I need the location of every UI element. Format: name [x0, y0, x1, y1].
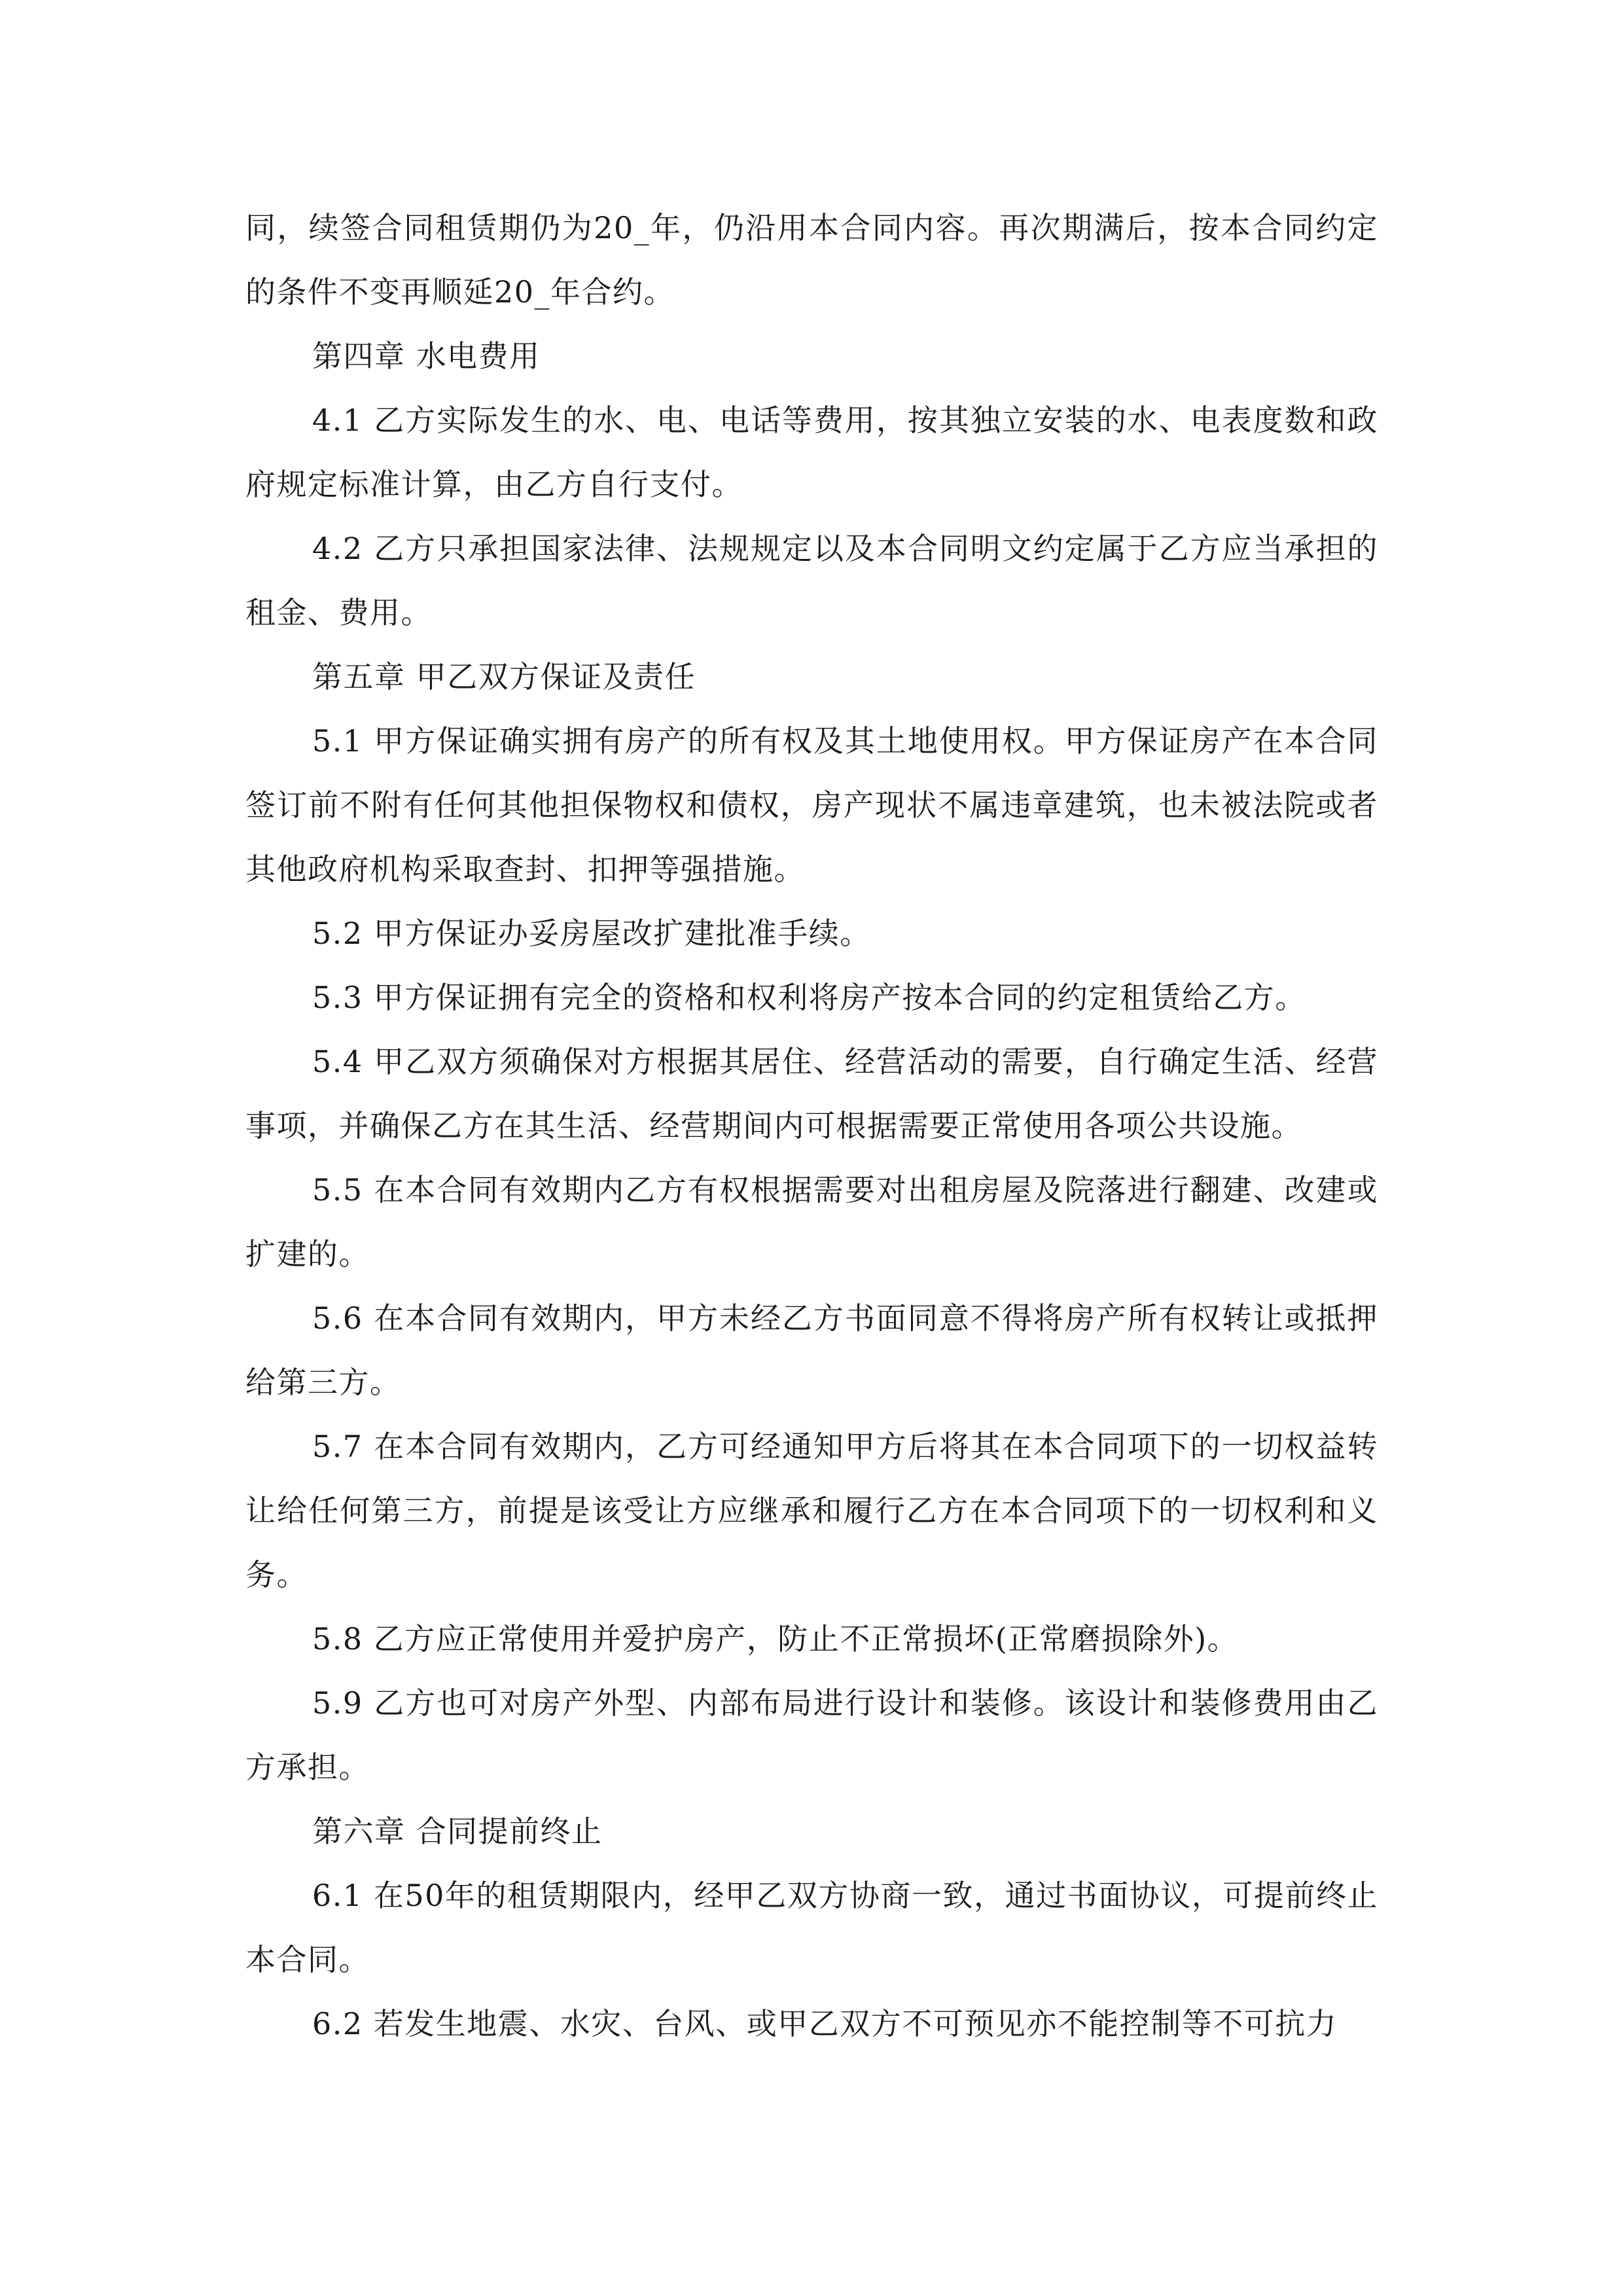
clause-6-1: 6.1 在50年的租赁期限内，经甲乙双方协商一致，通过书面协议，可提前终止本合同。 — [245, 1878, 1378, 1977]
clause-4-2: 4.2 乙方只承担国家法律、法规规定以及本合同明文约定属于乙方应当承担的租金、费用。 — [245, 531, 1378, 630]
clause-5-1: 5.1 甲方保证确实拥有房产的所有权及其土地使用权。甲方保证房产在本合同签订前不附有任何其他担保物权和债权，房产现状不属违章建筑，也未被法院或者其他政府机构采取查封、扣押等强措施。 — [245, 723, 1378, 887]
clause-5-9: 5.9 乙方也可对房产外型、内部布局进行设计和装修。该设计和装修费用由乙方承担。 — [245, 1685, 1378, 1785]
clause-5-2: 5.2 甲方保证办妥房屋改扩建批准手续。 — [312, 916, 871, 951]
clause-5-4: 5.4 甲乙双方须确保对方根据其居住、经营活动的需要，自行确定生活、经营事项，并确保乙方在其生活、经营期间内可根据需要正常使用各项公共设施。 — [245, 1044, 1378, 1143]
clause-5-5: 5.5 在本合同有效期内乙方有权根据需要对出租房屋及院落进行翻建、改建或扩建的。 — [245, 1172, 1378, 1272]
chapter-6-heading: 第六章 合同提前终止 — [312, 1814, 603, 1849]
clause-5-8: 5.8 乙方应正常使用并爱护房产，防止不正常损坏(正常磨损除外)。 — [312, 1621, 1239, 1657]
clause-4-1: 4.1 乙方实际发生的水、电、电话等费用，按其独立安装的水、电表度数和政府规定标准计算，由乙方自行支付。 — [245, 403, 1378, 502]
clause-5-6: 5.6 在本合同有效期内，甲方未经乙方书面同意不得将房产所有权转让或抵押给第三方。 — [245, 1300, 1378, 1400]
chapter-5-heading: 第五章 甲乙双方保证及责任 — [312, 659, 696, 694]
clause-5-7: 5.7 在本合同有效期内，乙方可经通知甲方后将其在本合同项下的一切权益转让给任何第三方，前提是该受让方应继承和履行乙方在本合同项下的一切权利和义务。 — [245, 1429, 1378, 1592]
clause-6-2: 6.2 若发生地震、水灾、台风、或甲乙双方不可预见亦不能控制等不可抗力 — [312, 2006, 1338, 2041]
chapter-4-heading: 第四章 水电费用 — [312, 338, 541, 374]
paragraph-continuation: 同，续签合同租赁期仍为20_年，仍沿用本合同内容。再次期满后，按本合同约定的条件不变再顺延20_年合约。 — [245, 210, 1378, 310]
document-body — [245, 196, 1378, 2056]
clause-5-3: 5.3 甲方保证拥有完全的资格和权利将房产按本合同的约定租赁给乙方。 — [312, 980, 1306, 1015]
